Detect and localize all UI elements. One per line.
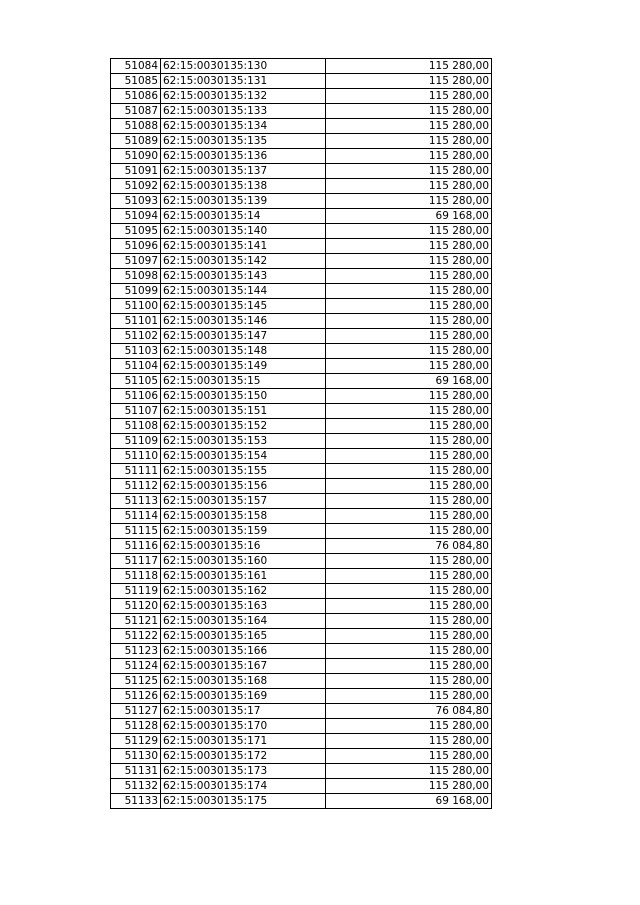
value-cell: 115 280,00 [326,494,492,509]
cadastral-number-cell: 62:15:0030135:148 [161,344,326,359]
table-row [111,614,492,629]
cadastral-number-cell: 62:15:0030135:154 [161,449,326,464]
value-cell: 115 280,00 [326,164,492,179]
row-number-cell: 51096 [111,239,161,254]
row-number-cell: 51116 [111,539,161,554]
value-cell: 115 280,00 [326,344,492,359]
cadastral-number-cell: 62:15:0030135:17 [161,704,326,719]
value-cell: 115 280,00 [326,89,492,104]
row-number-cell: 51125 [111,674,161,689]
row-number-cell: 51122 [111,629,161,644]
value-cell: 69 168,00 [326,374,492,389]
table-row [111,494,492,509]
value-cell: 69 168,00 [326,209,492,224]
row-number-cell: 51107 [111,404,161,419]
value-cell: 115 280,00 [326,59,492,74]
table-row [111,104,492,119]
value-cell: 115 280,00 [326,584,492,599]
value-cell: 115 280,00 [326,389,492,404]
cadastral-number-cell: 62:15:0030135:167 [161,659,326,674]
value-cell: 115 280,00 [326,104,492,119]
table-row [111,779,492,794]
row-number-cell: 51092 [111,179,161,194]
row-number-cell: 51084 [111,59,161,74]
row-number-cell: 51126 [111,689,161,704]
value-cell: 115 280,00 [326,314,492,329]
value-cell: 115 280,00 [326,779,492,794]
table-row [111,659,492,674]
value-cell: 115 280,00 [326,239,492,254]
row-number-cell: 51106 [111,389,161,404]
cadastral-number-cell: 62:15:0030135:132 [161,89,326,104]
value-cell: 115 280,00 [326,749,492,764]
table-row [111,314,492,329]
table-row [111,404,492,419]
value-cell: 115 280,00 [326,764,492,779]
value-cell: 76 084,80 [326,539,492,554]
value-cell: 115 280,00 [326,224,492,239]
row-number-cell: 51102 [111,329,161,344]
cadastral-number-cell: 62:15:0030135:146 [161,314,326,329]
row-number-cell: 51101 [111,314,161,329]
value-cell: 115 280,00 [326,644,492,659]
row-number-cell: 51087 [111,104,161,119]
value-cell: 115 280,00 [326,329,492,344]
row-number-cell: 51111 [111,464,161,479]
cadastral-number-cell: 62:15:0030135:135 [161,134,326,149]
value-cell: 115 280,00 [326,509,492,524]
table-row [111,764,492,779]
cadastral-number-cell: 62:15:0030135:134 [161,119,326,134]
cadastral-number-cell: 62:15:0030135:162 [161,584,326,599]
row-number-cell: 51086 [111,89,161,104]
value-cell: 115 280,00 [326,119,492,134]
cadastral-number-cell: 62:15:0030135:153 [161,434,326,449]
row-number-cell: 51114 [111,509,161,524]
value-cell: 115 280,00 [326,464,492,479]
cadastral-number-cell: 62:15:0030135:136 [161,149,326,164]
cadastral-number-cell: 62:15:0030135:156 [161,479,326,494]
value-cell: 115 280,00 [326,479,492,494]
cadastral-number-cell: 62:15:0030135:155 [161,464,326,479]
cadastral-number-cell: 62:15:0030135:172 [161,749,326,764]
cadastral-number-cell: 62:15:0030135:142 [161,254,326,269]
cadastral-number-cell: 62:15:0030135:152 [161,419,326,434]
value-cell: 115 280,00 [326,659,492,674]
value-cell: 115 280,00 [326,629,492,644]
table-row [111,134,492,149]
row-number-cell: 51093 [111,194,161,209]
table-row [111,359,492,374]
row-number-cell: 51088 [111,119,161,134]
table-row [111,329,492,344]
value-cell: 115 280,00 [326,254,492,269]
cadastral-number-cell: 62:15:0030135:168 [161,674,326,689]
table-row [111,89,492,104]
table-row [111,629,492,644]
table-row [111,59,492,74]
cadastral-number-cell: 62:15:0030135:165 [161,629,326,644]
value-cell: 115 280,00 [326,434,492,449]
row-number-cell: 51108 [111,419,161,434]
table-row [111,419,492,434]
row-number-cell: 51115 [111,524,161,539]
row-number-cell: 51117 [111,554,161,569]
table-row [111,434,492,449]
row-number-cell: 51112 [111,479,161,494]
cadastral-number-cell: 62:15:0030135:137 [161,164,326,179]
table-row [111,644,492,659]
table-row [111,119,492,134]
row-number-cell: 51105 [111,374,161,389]
cadastral-number-cell: 62:15:0030135:138 [161,179,326,194]
cadastral-number-cell: 62:15:0030135:131 [161,74,326,89]
cadastral-number-cell: 62:15:0030135:133 [161,104,326,119]
value-cell: 76 084,80 [326,704,492,719]
table-row [111,164,492,179]
row-number-cell: 51113 [111,494,161,509]
cadastral-number-cell: 62:15:0030135:160 [161,554,326,569]
cadastral-number-cell: 62:15:0030135:151 [161,404,326,419]
table-row [111,374,492,389]
cadastral-number-cell: 62:15:0030135:159 [161,524,326,539]
value-cell: 115 280,00 [326,299,492,314]
cadastral-number-cell: 62:15:0030135:144 [161,284,326,299]
table-row [111,704,492,719]
row-number-cell: 51085 [111,74,161,89]
cadastral-number-cell: 62:15:0030135:141 [161,239,326,254]
table-row [111,689,492,704]
cadastral-value-table [110,58,492,809]
value-cell: 115 280,00 [326,404,492,419]
value-cell: 115 280,00 [326,734,492,749]
table-row [111,224,492,239]
row-number-cell: 51104 [111,359,161,374]
value-cell: 115 280,00 [326,449,492,464]
row-number-cell: 51094 [111,209,161,224]
table-row [111,539,492,554]
value-cell: 115 280,00 [326,419,492,434]
cadastral-number-cell: 62:15:0030135:158 [161,509,326,524]
cadastral-number-cell: 62:15:0030135:15 [161,374,326,389]
value-cell: 115 280,00 [326,269,492,284]
row-number-cell: 51123 [111,644,161,659]
table-row [111,449,492,464]
table-row [111,734,492,749]
table-row [111,794,492,809]
table-row [111,269,492,284]
table-row [111,524,492,539]
row-number-cell: 51119 [111,584,161,599]
table-row [111,254,492,269]
cadastral-number-cell: 62:15:0030135:16 [161,539,326,554]
row-number-cell: 51133 [111,794,161,809]
cadastral-number-cell: 62:15:0030135:140 [161,224,326,239]
table-row [111,464,492,479]
cadastral-number-cell: 62:15:0030135:169 [161,689,326,704]
value-cell: 115 280,00 [326,554,492,569]
table-row [111,569,492,584]
cadastral-number-cell: 62:15:0030135:14 [161,209,326,224]
value-cell: 115 280,00 [326,614,492,629]
table-row [111,299,492,314]
cadastral-number-cell: 62:15:0030135:164 [161,614,326,629]
cadastral-number-cell: 62:15:0030135:130 [161,59,326,74]
cadastral-number-cell: 62:15:0030135:163 [161,599,326,614]
value-cell: 115 280,00 [326,689,492,704]
value-cell: 115 280,00 [326,179,492,194]
cadastral-number-cell: 62:15:0030135:150 [161,389,326,404]
row-number-cell: 51127 [111,704,161,719]
cadastral-number-cell: 62:15:0030135:170 [161,719,326,734]
cadastral-number-cell: 62:15:0030135:174 [161,779,326,794]
cadastral-number-cell: 62:15:0030135:161 [161,569,326,584]
row-number-cell: 51095 [111,224,161,239]
row-number-cell: 51120 [111,599,161,614]
value-cell: 115 280,00 [326,74,492,89]
row-number-cell: 51109 [111,434,161,449]
row-number-cell: 51103 [111,344,161,359]
row-number-cell: 51097 [111,254,161,269]
row-number-cell: 51129 [111,734,161,749]
table-row [111,284,492,299]
row-number-cell: 51100 [111,299,161,314]
table-row [111,179,492,194]
table-row [111,599,492,614]
row-number-cell: 51128 [111,719,161,734]
value-cell: 115 280,00 [326,599,492,614]
cadastral-number-cell: 62:15:0030135:139 [161,194,326,209]
value-cell: 115 280,00 [326,194,492,209]
row-number-cell: 51130 [111,749,161,764]
cadastral-number-cell: 62:15:0030135:149 [161,359,326,374]
value-cell: 115 280,00 [326,134,492,149]
table-row [111,239,492,254]
cadastral-number-cell: 62:15:0030135:166 [161,644,326,659]
row-number-cell: 51098 [111,269,161,284]
row-number-cell: 51089 [111,134,161,149]
cadastral-number-cell: 62:15:0030135:175 [161,794,326,809]
cadastral-number-cell: 62:15:0030135:157 [161,494,326,509]
cadastral-number-cell: 62:15:0030135:143 [161,269,326,284]
table-row [111,209,492,224]
row-number-cell: 51090 [111,149,161,164]
value-cell: 115 280,00 [326,569,492,584]
table-row [111,674,492,689]
table-row [111,584,492,599]
table-body [111,59,492,809]
row-number-cell: 51131 [111,764,161,779]
cadastral-number-cell: 62:15:0030135:147 [161,329,326,344]
row-number-cell: 51099 [111,284,161,299]
table-row [111,194,492,209]
table-row [111,509,492,524]
value-cell: 69 168,00 [326,794,492,809]
table-row [111,149,492,164]
row-number-cell: 51132 [111,779,161,794]
cadastral-number-cell: 62:15:0030135:145 [161,299,326,314]
cadastral-number-cell: 62:15:0030135:171 [161,734,326,749]
table-row [111,719,492,734]
row-number-cell: 51091 [111,164,161,179]
row-number-cell: 51121 [111,614,161,629]
value-cell: 115 280,00 [326,719,492,734]
value-cell: 115 280,00 [326,674,492,689]
value-cell: 115 280,00 [326,284,492,299]
table-row [111,74,492,89]
table-row [111,344,492,359]
row-number-cell: 51118 [111,569,161,584]
value-cell: 115 280,00 [326,524,492,539]
table-row [111,479,492,494]
value-cell: 115 280,00 [326,149,492,164]
row-number-cell: 51124 [111,659,161,674]
table-row [111,389,492,404]
table-row [111,749,492,764]
table-row [111,554,492,569]
cadastral-number-cell: 62:15:0030135:173 [161,764,326,779]
value-cell: 115 280,00 [326,359,492,374]
row-number-cell: 51110 [111,449,161,464]
